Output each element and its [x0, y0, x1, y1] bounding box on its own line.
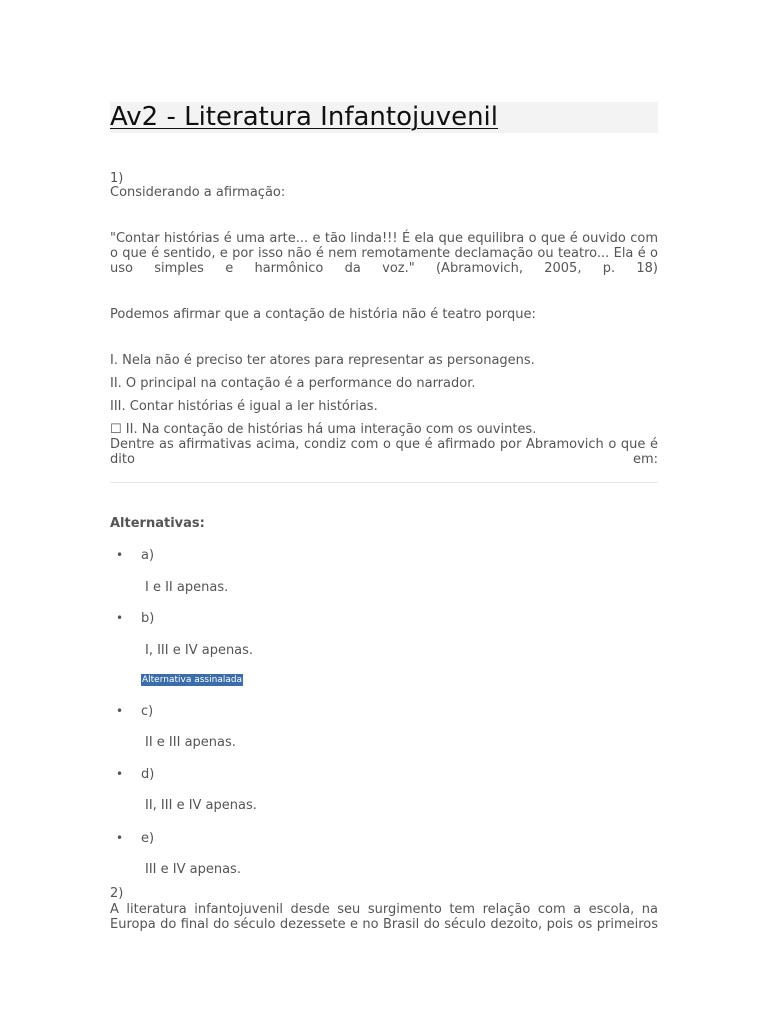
alternative-text: II e III apenas. — [145, 735, 236, 750]
bullet-icon: • — [116, 611, 124, 625]
bullet-icon: • — [116, 767, 124, 781]
question-2-line-1: A literatura infantojuvenil desde seu surgimento tem relação com a escola, na — [110, 902, 658, 917]
alternative-text: II, III e IV apenas. — [145, 798, 257, 813]
alternative-text: I e II apenas. — [145, 580, 229, 595]
statement-iii: III. Contar histórias é igual a ler histórias. — [110, 399, 378, 414]
question-2-line-2: Europa do final do século dezessete e no Brasil do século dezoito, pois os primeiros — [110, 917, 658, 932]
statement-iv-row — [110, 422, 658, 437]
alternative-letter: e) — [141, 831, 155, 846]
question-1-number: 1) — [110, 171, 124, 186]
question-1-closing: Dentre as afirmativas acima, condiz com o que é afirmado por Abramovich o que é dito em: — [110, 437, 658, 467]
bullet-icon: • — [116, 831, 124, 845]
alternative-letter: c) — [141, 704, 154, 719]
bullet-icon: • — [116, 548, 124, 562]
alternative-letter: d) — [141, 767, 155, 782]
question-1-prompt: Podemos afirmar que a contação de história não é teatro porque: — [110, 307, 536, 322]
section-divider — [110, 482, 658, 483]
question-2-number: 2) — [110, 886, 124, 901]
page-title: Av2 - Literatura Infantojuvenil — [110, 102, 499, 132]
statement-i: I. Nela não é preciso ter atores para representar as personagens. — [110, 353, 535, 368]
selected-alternative-badge: Alternativa assinalada — [142, 675, 243, 685]
statement-ii: II. O principal na contação é a performance do narrador. — [110, 376, 476, 391]
statement-iv: II. Na contação de histórias há uma interação com os ouvintes. — [125, 422, 537, 437]
alternative-letter: b) — [141, 611, 155, 626]
question-1-intro: Considerando a afirmação: — [110, 185, 286, 200]
checkbox-icon: ☐ — [110, 422, 122, 437]
alternative-letter: a) — [141, 548, 155, 563]
question-1-quote: "Contar histórias é uma arte... e tão linda!!! É ela que equilibra o que é ouvido com o que é sentido, e por isso não é nem remotamente declamação ou teatro... Ela é o uso simples e harmônico da voz." (Abramovich, 2005, p. 18) — [110, 231, 658, 276]
alternative-text: III e IV apenas. — [145, 862, 241, 877]
bullet-icon: • — [116, 704, 124, 718]
alternative-text: I, III e IV apenas. — [145, 643, 254, 658]
alternatives-label: Alternativas: — [110, 516, 205, 531]
